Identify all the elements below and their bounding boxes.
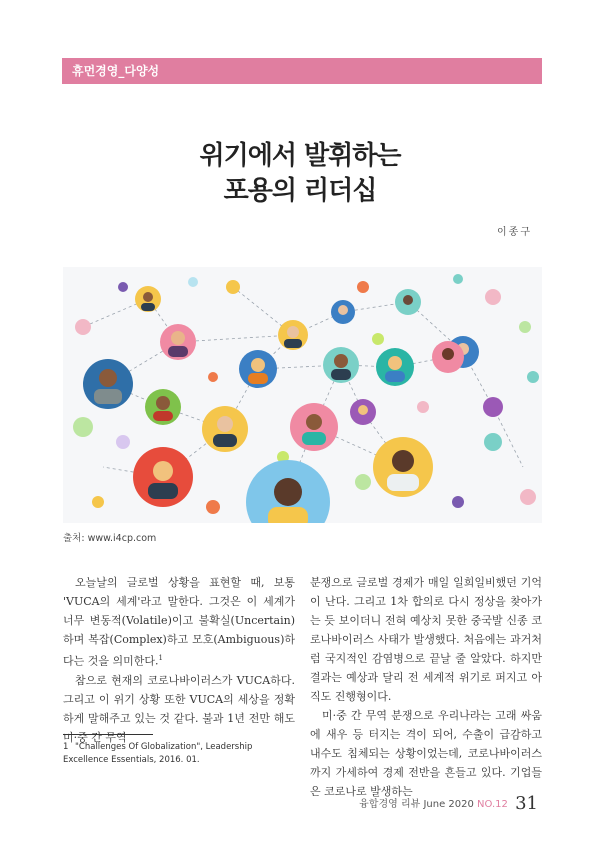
body-column-right (310, 573, 542, 801)
page-footer (359, 793, 538, 814)
network-illustration (63, 267, 542, 523)
footnote (63, 741, 295, 767)
issue-number: NO.12 (477, 799, 508, 810)
footnote-divider (63, 734, 153, 735)
title-line-1: 위기에서 발휘하는 (199, 141, 401, 171)
journal-name: 융합경영 리뷰 June 2020 (359, 799, 474, 810)
body-paragraph: 분쟁으로 글로벌 경제가 매일 일희일비했던 기억이 난다. 그리고 1차 합의로 다시 정상을 찾아가는 듯 보이더니 전혀 예상치 못한 중국발 신종 코로나바이러스 사태가 발생했다. 처음에는 과거처럼 국지적인 감염병으로 끝날 줄 알았다. 하지만 결과는 예상과 달리 전 세계적 위기로 퍼지고 아직도 진행형이다. (310, 576, 542, 703)
footnote-ref: 1 (158, 654, 163, 662)
footnote-text: "Challenges Of Globalization", Leadership Excellence Essentials, 2016. 01. (63, 742, 253, 765)
body-paragraph: 미·중 간 무역 분쟁으로 우리나라는 고래 싸움에 새우 등 터지는 격이 되어, 수출이 급감하고 내수도 침체되는 상황이었는데, 코로나바이러스까지 가세하여 경제 전반을 흔들고 있다. 기업들은 코로나로 발생하는 (310, 709, 542, 798)
page-number: 31 (515, 793, 538, 814)
section-band (62, 58, 542, 84)
network-people-image (63, 267, 542, 523)
body-paragraph: 참으로 현재의 코로나바이러스가 VUCA하다. 그리고 이 위기 상황 또한 VUCA의 세상을 정확하게 말해주고 있는 것 같다. 불과 1년 전만 해도 미·중 간 무역 (63, 673, 295, 744)
title-line-2: 포용의 리더십 (223, 176, 377, 206)
body-column-left (63, 573, 295, 747)
author-name: 이종구 (497, 227, 532, 238)
body-paragraph: 오늘날의 글로벌 상황을 표현할 때, 보통 'VUCA의 세계'라고 말한다. 그것은 이 세계가 너무 변동적(Volatile)이고 불확실(Uncertain)하며 복잡(Complex)하고 모호(Ambiguous)하다는 것을 의미한다.$^1$ (63, 576, 295, 668)
section-label: 휴먼경영_다양성 (72, 64, 160, 78)
footnote-number: 1 (63, 742, 69, 752)
image-caption: 출처: www.i4cp.com (63, 533, 157, 544)
